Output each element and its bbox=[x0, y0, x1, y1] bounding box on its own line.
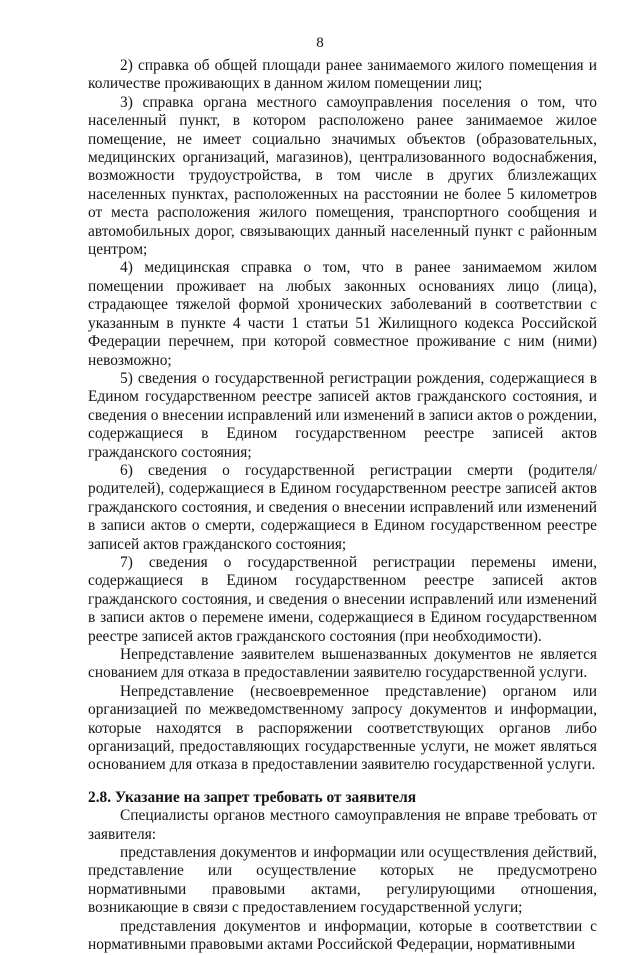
paragraph-specialists-prohibition: Специалисты органов местного самоуправления не вправе требовать от заявителя: bbox=[88, 807, 597, 843]
paragraph-prohibition-item-1: представления документов и информации или осуществления действий, представление или осуществление которых не предусмотрено нормативными правовыми актами, регулирующими отношения, возникающие в связи с предоставлением государственной услуги; bbox=[88, 844, 597, 917]
paragraph-item-7-name-change-records: 7) сведения о государственной регистрации перемены имени, содержащиеся в Едином государственном реестре записей актов гражданского состояния, и сведения о внесении исправлений или изменений в записи актов о перемене имени, содержащиеся в Едином государственном реестре записей актов гражданского состояния (при необходимости). bbox=[88, 553, 597, 645]
page-number: 8 bbox=[316, 35, 324, 51]
paragraph-item-3-settlement-certificate: 3) справка органа местного самоуправления поселения о том, что населенный пункт, в котором расположено ранее занимаемое жилое помещение, не имеет социально значимых объектов (образовательных, медицинских организаций, магазинов), централизованного водоснабжения, возможности трудоустройства, в том числе в других близлежащих населенных пунктах, расположенных на расстоянии не более 5 километров от места расположения жилого помещения, транспортного сообщения и автомобильных дорог, связывающих данный населенный пункт с районным центром; bbox=[88, 93, 597, 259]
section-heading-2-8: 2.8. Указание на запрет требовать от заявителя bbox=[88, 788, 417, 806]
paragraph-non-submission-applicant: Непредставление заявителем вышеназванных документов не является снованием для отказа в предоставлении заявителю государственной услуги. bbox=[88, 646, 597, 682]
paragraph-item-2-area-certificate: 2) справка об общей площади ранее занимаемого жилого помещения и количестве проживающих в данном жилом помещении лиц; bbox=[88, 57, 597, 93]
paragraph-prohibition-item-2: представления документов и информации, которые в соответствии с нормативными правовыми актами Российской Федерации, нормативными bbox=[88, 917, 597, 954]
paragraph-non-submission-agency: Непредставление (несвоевременное представление) органом или организацией по межведомственному запросу документов и информации, которые находятся в распоряжении соответствующих органов либо организаций, предоставляющих государственные услуги, не может являться основанием для отказа в предоставлении заявителю государственной услуги. bbox=[88, 682, 597, 774]
document-body bbox=[88, 57, 597, 955]
paragraph-item-4-medical-certificate: 4) медицинская справка о том, что в ранее занимаемом жилом помещении проживает на любых законных основаниях лицо (лица), страдающее тяжелой формой хронических заболеваний в соответствии с указанным в пункте 4 части 1 статьи 51 Жилищного кодекса Российской Федерации перечнем, при которой совместное проживание с ним (ними) невозможно; bbox=[88, 259, 597, 369]
paragraph-item-5-birth-records: 5) сведения о государственной регистрации рождения, содержащиеся в Едином государственном реестре записей актов гражданского состояния, и сведения о внесении исправлений или изменений в записи актов о рождении, содержащиеся в Едином государственном реестре записей актов гражданского состояния; bbox=[88, 369, 597, 461]
paragraph-item-6-death-records: 6) сведения о государственной регистрации смерти (родителя/родителей), содержащиеся в Едином государственном реестре записей актов гражданского состояния, и сведения о внесении исправлений или изменений в записи актов о смерти, содержащиеся в Едином государственном реестре записей актов гражданского состояния; bbox=[88, 461, 597, 553]
